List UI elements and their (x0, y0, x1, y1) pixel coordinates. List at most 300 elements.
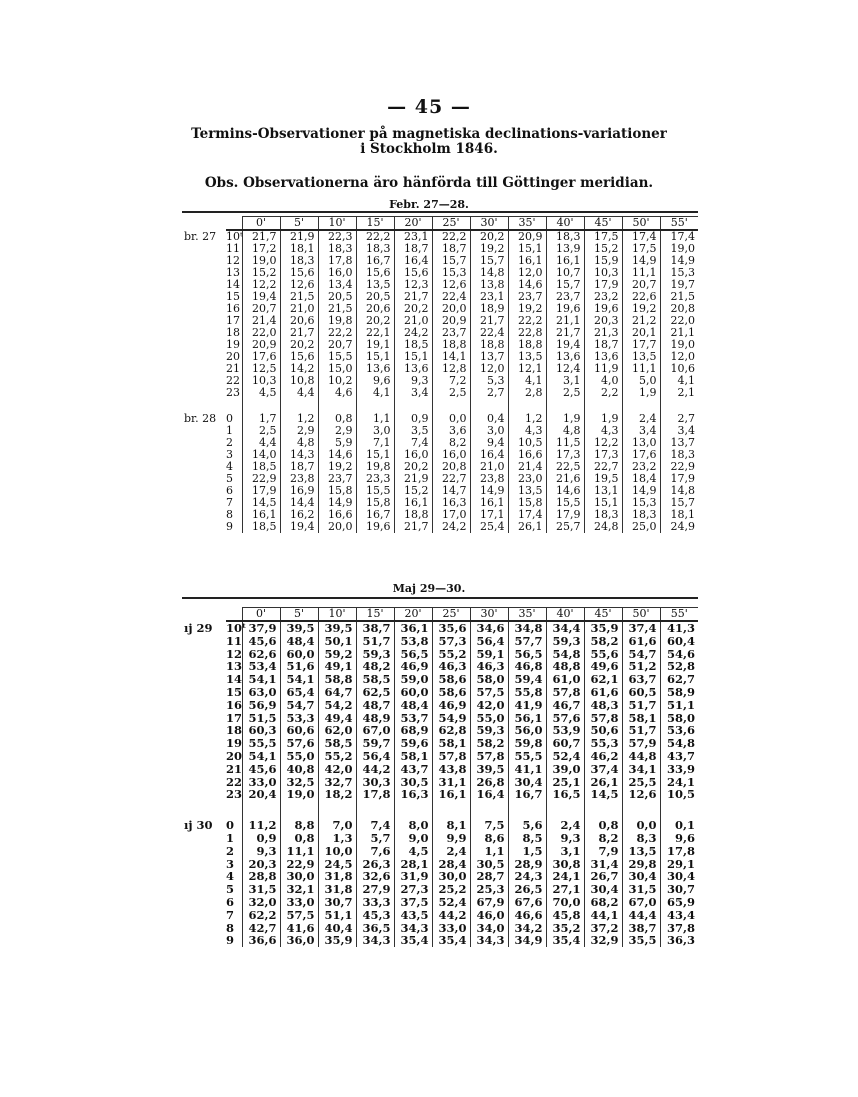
value-cell: 5,7 (356, 832, 394, 845)
value-cell: 20,7 (622, 279, 660, 291)
hour-cell: 21 (226, 362, 240, 375)
value-cell: 35,9 (318, 934, 356, 947)
value-cell: 4,8 (546, 425, 584, 437)
hour-cell: 4 (226, 869, 235, 884)
hour-cell: 2 (226, 436, 233, 449)
value-cell: 15,0 (318, 363, 356, 375)
value-cell: 65,9 (660, 896, 698, 909)
hour-cell: 15 (226, 290, 240, 303)
value-cell: 37,5 (394, 896, 432, 909)
value-cell: 36,1 (394, 621, 432, 635)
value-cell: 15,3 (432, 267, 470, 279)
value-cell: 7,1 (356, 437, 394, 449)
value-cell: 19,2 (318, 461, 356, 473)
column-header: 20' (394, 608, 432, 622)
value-cell: 12,6 (280, 279, 318, 291)
value-cell: 30,8 (546, 858, 584, 871)
value-cell: 38,7 (356, 621, 394, 635)
value-cell: 60,0 (394, 686, 432, 699)
value-cell: 55,2 (318, 750, 356, 763)
value-cell: 1,2 (508, 413, 546, 425)
value-cell: 16,4 (470, 449, 508, 461)
hour-cell: 15 (226, 684, 243, 699)
value-cell: 24,5 (318, 858, 356, 871)
spacer-cell (394, 399, 432, 413)
value-cell: 58,1 (432, 737, 470, 750)
day-label (182, 776, 226, 789)
value-cell: 22,0 (242, 327, 280, 339)
header-blank (182, 608, 226, 622)
value-cell: 22,9 (280, 858, 318, 871)
value-cell: 19,6 (584, 303, 622, 315)
value-cell: 34,3 (470, 934, 508, 947)
value-cell: 7,2 (432, 375, 470, 387)
value-cell: 32,9 (584, 934, 622, 947)
value-cell: 26,5 (508, 883, 546, 896)
value-cell: 56,1 (508, 712, 546, 725)
value-cell: 56,5 (508, 648, 546, 661)
value-cell: 17,3 (584, 449, 622, 461)
hour-cell: 12 (226, 646, 243, 661)
value-cell: 21,5 (660, 291, 698, 303)
value-cell: 8,8 (280, 819, 318, 832)
value-cell: 62,6 (242, 648, 280, 661)
value-cell: 19,0 (242, 255, 280, 267)
value-cell: 48,4 (280, 635, 318, 648)
value-cell: 18,7 (584, 339, 622, 351)
column-header: 35' (508, 217, 546, 231)
value-cell: 56,5 (394, 648, 432, 661)
value-cell: 54,6 (660, 648, 698, 661)
header-row (182, 608, 698, 622)
value-cell: 49,1 (318, 660, 356, 673)
value-cell: 59,2 (318, 648, 356, 661)
value-cell: 23,2 (622, 461, 660, 473)
column-header: 15' (356, 608, 394, 622)
day-label (182, 509, 226, 521)
spacer-cell (356, 801, 394, 819)
value-cell: 8,5 (508, 832, 546, 845)
value-cell: 58,8 (318, 673, 356, 686)
day-label (182, 485, 226, 497)
value-cell: 58,1 (622, 712, 660, 725)
column-header: 0' (242, 608, 280, 622)
value-cell: 20,2 (356, 315, 394, 327)
value-cell: 34,1 (622, 763, 660, 776)
value-cell: 55,2 (432, 648, 470, 661)
value-cell: 10,6 (660, 363, 698, 375)
value-cell: 8,3 (622, 832, 660, 845)
value-cell: 60,7 (546, 737, 584, 750)
value-cell: 53,8 (394, 635, 432, 648)
header-blank (182, 217, 226, 231)
value-cell: 14,0 (242, 449, 280, 461)
value-cell: 13,7 (470, 351, 508, 363)
hour-cell: 14 (226, 278, 240, 291)
column-header: 55' (660, 608, 698, 622)
column-header: 50' (622, 217, 660, 231)
value-cell: 51,1 (318, 909, 356, 922)
value-cell: 22,8 (508, 327, 546, 339)
value-cell: 14,6 (508, 279, 546, 291)
value-cell: 60,4 (660, 635, 698, 648)
group-spacer (182, 801, 698, 819)
value-cell: 0,8 (280, 832, 318, 845)
value-cell: 17,8 (356, 788, 394, 801)
value-cell: 12,6 (432, 279, 470, 291)
hour-cell: 14 (226, 672, 243, 687)
value-cell: 11,1 (622, 363, 660, 375)
value-cell: 38,7 (622, 922, 660, 935)
value-cell: 18,3 (622, 509, 660, 521)
value-cell: 3,1 (546, 845, 584, 858)
value-cell: 25,1 (546, 776, 584, 789)
value-cell: 50,6 (584, 724, 622, 737)
value-cell: 34,9 (508, 934, 546, 947)
value-cell: 37,4 (622, 621, 660, 635)
value-cell: 21,7 (280, 327, 318, 339)
value-cell: 21,5 (318, 303, 356, 315)
day-label (182, 883, 226, 896)
value-cell: 1,2 (280, 413, 318, 425)
value-cell: 19,2 (622, 303, 660, 315)
value-cell: 18,7 (394, 243, 432, 255)
value-cell: 19,0 (660, 243, 698, 255)
day-label (182, 909, 226, 922)
value-cell: 33,0 (432, 922, 470, 935)
value-cell: 9,9 (432, 832, 470, 845)
column-header: 50' (622, 608, 660, 622)
day-label (182, 699, 226, 712)
hour-cell: 8 (226, 508, 233, 521)
column-header: 10' (318, 608, 356, 622)
value-cell: 57,8 (432, 750, 470, 763)
value-cell: 20,6 (356, 303, 394, 315)
value-cell: 14,8 (470, 267, 508, 279)
column-header: 35' (508, 608, 546, 622)
spacer-cell (356, 399, 394, 413)
hour-cell: 16 (226, 697, 243, 712)
value-cell: 33,3 (356, 896, 394, 909)
value-cell: 16,1 (546, 255, 584, 267)
value-cell: 18,9 (470, 303, 508, 315)
value-cell: 20,9 (242, 339, 280, 351)
value-cell: 22,3 (318, 230, 356, 243)
table-row (182, 621, 698, 635)
day-label (182, 279, 226, 291)
value-cell: 57,3 (432, 635, 470, 648)
value-cell: 0,8 (318, 413, 356, 425)
value-cell: 15,6 (356, 267, 394, 279)
column-header: 10' (318, 217, 356, 231)
value-cell: 9,0 (394, 832, 432, 845)
value-cell: 33,0 (280, 896, 318, 909)
value-cell: 14,5 (242, 497, 280, 509)
value-cell: 51,6 (280, 660, 318, 673)
hour-cell: 4 (226, 460, 233, 473)
value-cell: 28,9 (508, 858, 546, 871)
value-cell: 18,1 (660, 509, 698, 521)
value-cell: 24,9 (660, 521, 698, 533)
value-cell: 20,2 (394, 303, 432, 315)
spacer-cell (318, 399, 356, 413)
day-label (182, 461, 226, 473)
value-cell: 39,5 (280, 621, 318, 635)
value-cell: 28,8 (242, 870, 280, 883)
value-cell: 30,0 (432, 870, 470, 883)
value-cell: 16,2 (280, 509, 318, 521)
column-header: 15' (356, 217, 394, 231)
column-header: 25' (432, 608, 470, 622)
value-cell: 57,6 (546, 712, 584, 725)
value-cell: 59,1 (470, 648, 508, 661)
value-cell: 3,0 (470, 425, 508, 437)
value-cell: 48,7 (356, 699, 394, 712)
value-cell: 30,5 (470, 858, 508, 871)
value-cell: 35,2 (546, 922, 584, 935)
value-cell: 15,6 (280, 267, 318, 279)
hour-cell: 19 (226, 338, 240, 351)
value-cell: 54,1 (242, 750, 280, 763)
value-cell: 17,9 (242, 485, 280, 497)
header-row (182, 217, 698, 231)
value-cell: 44,4 (622, 909, 660, 922)
value-cell: 8,6 (470, 832, 508, 845)
value-cell: 12,2 (242, 279, 280, 291)
value-cell: 21,7 (394, 291, 432, 303)
value-cell: 63,7 (622, 673, 660, 686)
value-cell: 9,3 (242, 845, 280, 858)
value-cell: 22,2 (508, 315, 546, 327)
value-cell: 53,4 (242, 660, 280, 673)
group-spacer (182, 399, 698, 413)
value-cell: 17,4 (622, 230, 660, 243)
value-cell: 16,7 (356, 255, 394, 267)
value-cell: 2,9 (280, 425, 318, 437)
value-cell: 17,8 (660, 845, 698, 858)
value-cell: 17,1 (470, 509, 508, 521)
value-cell: 46,3 (432, 660, 470, 673)
value-cell: 30,7 (660, 883, 698, 896)
value-cell: 18,5 (242, 461, 280, 473)
value-cell: 21,0 (470, 461, 508, 473)
day-label: br. 27 (184, 229, 217, 243)
value-cell: 30,4 (660, 870, 698, 883)
value-cell: 33,0 (242, 776, 280, 789)
value-cell: 13,9 (546, 243, 584, 255)
hour-cell: 5 (226, 882, 235, 897)
value-cell: 48,8 (546, 660, 584, 673)
value-cell: 37,4 (584, 763, 622, 776)
value-cell: 41,1 (508, 763, 546, 776)
value-cell: 61,0 (546, 673, 584, 686)
value-cell: 31,8 (318, 883, 356, 896)
value-cell: 2,8 (508, 387, 546, 399)
value-cell: 42,0 (318, 763, 356, 776)
title-line-1: Termins-Observationer på magnetiska declinations-variationer (191, 126, 667, 142)
value-cell: 46,7 (546, 699, 584, 712)
value-cell: 46,9 (394, 660, 432, 673)
value-cell: 37,9 (242, 621, 280, 635)
value-cell: 3,0 (356, 425, 394, 437)
value-cell: 39,5 (470, 763, 508, 776)
value-cell: 67,0 (356, 724, 394, 737)
day-label (182, 449, 226, 461)
value-cell: 21,2 (622, 315, 660, 327)
value-cell: 18,3 (546, 230, 584, 243)
value-cell: 19,8 (356, 461, 394, 473)
spacer-cell (280, 399, 318, 413)
value-cell: 14,1 (432, 351, 470, 363)
day-label (182, 763, 226, 776)
value-cell: 34,3 (356, 934, 394, 947)
spacer-cell (226, 801, 242, 819)
value-cell: 60,5 (622, 686, 660, 699)
value-cell: 19,6 (546, 303, 584, 315)
value-cell: 21,7 (242, 230, 280, 243)
value-cell: 39,5 (318, 621, 356, 635)
hour-cell: 5 (226, 472, 233, 485)
value-cell: 59,8 (508, 737, 546, 750)
value-cell: 2,1 (660, 387, 698, 399)
value-cell: 21,6 (546, 473, 584, 485)
value-cell: 22,4 (432, 291, 470, 303)
value-cell: 11,1 (622, 267, 660, 279)
value-cell: 22,9 (660, 461, 698, 473)
value-cell: 4,3 (584, 425, 622, 437)
day-label (182, 845, 226, 858)
spacer-cell (394, 801, 432, 819)
spacer-cell (470, 399, 508, 413)
value-cell: 15,1 (394, 351, 432, 363)
value-cell: 2,5 (546, 387, 584, 399)
value-cell: 26,1 (508, 521, 546, 533)
value-cell: 21,0 (394, 315, 432, 327)
value-cell: 44,2 (432, 909, 470, 922)
value-cell: 21,0 (280, 303, 318, 315)
value-cell: 12,0 (508, 267, 546, 279)
value-cell: 21,4 (242, 315, 280, 327)
value-cell: 19,2 (470, 243, 508, 255)
value-cell: 23,1 (394, 230, 432, 243)
column-header: 0' (242, 217, 280, 231)
spacer-cell (280, 801, 318, 819)
hour-cell: 18 (226, 326, 240, 339)
value-cell: 19,4 (280, 521, 318, 533)
day-label (182, 375, 226, 387)
day-label (182, 737, 226, 750)
value-cell: 42,0 (470, 699, 508, 712)
value-cell: 30,4 (584, 883, 622, 896)
value-cell: 51,2 (622, 660, 660, 673)
page-title (0, 127, 858, 157)
value-cell: 0,9 (394, 413, 432, 425)
value-cell: 2,2 (584, 387, 622, 399)
value-cell: 19,4 (546, 339, 584, 351)
value-cell: 21,7 (394, 521, 432, 533)
value-cell: 25,0 (622, 521, 660, 533)
value-cell: 16,4 (394, 255, 432, 267)
value-cell: 15,7 (470, 255, 508, 267)
value-cell: 54,1 (242, 673, 280, 686)
hour-cell: 22 (226, 774, 243, 789)
value-cell: 15,6 (280, 351, 318, 363)
value-cell: 67,0 (622, 896, 660, 909)
table-row (182, 635, 698, 648)
value-cell: 68,9 (394, 724, 432, 737)
section-2-rule (182, 597, 698, 599)
value-cell: 20,9 (508, 230, 546, 243)
value-cell: 1,9 (546, 413, 584, 425)
value-cell: 45,6 (242, 763, 280, 776)
value-cell: 36,3 (660, 934, 698, 947)
value-cell: 63,0 (242, 686, 280, 699)
value-cell: 2,5 (242, 425, 280, 437)
value-cell: 17,9 (584, 279, 622, 291)
column-header: 5' (280, 217, 318, 231)
hour-cell: 11 (226, 633, 243, 648)
value-cell: 61,6 (584, 686, 622, 699)
value-cell: 59,3 (356, 648, 394, 661)
value-cell: 23,8 (280, 473, 318, 485)
value-cell: 46,6 (508, 909, 546, 922)
value-cell: 17,3 (546, 449, 584, 461)
value-cell: 29,8 (622, 858, 660, 871)
hour-cell: 18 (226, 723, 243, 738)
day-label (182, 425, 226, 437)
value-cell: 8,2 (432, 437, 470, 449)
value-cell: 1,3 (318, 832, 356, 845)
day-label (182, 473, 226, 485)
value-cell: 19,1 (356, 339, 394, 351)
column-header: 45' (584, 217, 622, 231)
value-cell: 14,4 (280, 497, 318, 509)
value-cell: 48,9 (356, 712, 394, 725)
table-row (182, 763, 698, 776)
value-cell: 49,6 (584, 660, 622, 673)
value-cell: 37,8 (660, 922, 698, 935)
value-cell: 44,1 (584, 909, 622, 922)
section-1-table (182, 216, 698, 533)
value-cell: 20,4 (242, 788, 280, 801)
value-cell: 14,5 (584, 788, 622, 801)
value-cell: 10,3 (584, 267, 622, 279)
value-cell: 20,5 (318, 291, 356, 303)
value-cell: 3,4 (394, 387, 432, 399)
value-cell: 10,8 (280, 375, 318, 387)
value-cell: 9,6 (356, 375, 394, 387)
hour-cell: 22 (226, 374, 240, 387)
value-cell: 10,0 (318, 845, 356, 858)
value-cell: 16,1 (508, 255, 546, 267)
value-cell: 14,9 (470, 485, 508, 497)
value-cell: 0,0 (432, 413, 470, 425)
value-cell: 36,0 (280, 934, 318, 947)
value-cell: 51,7 (622, 699, 660, 712)
hour-cell: 1 (226, 424, 233, 437)
value-cell: 4,5 (242, 387, 280, 399)
value-cell: 65,4 (280, 686, 318, 699)
value-cell: 59,7 (356, 737, 394, 750)
value-cell: 67,6 (508, 896, 546, 909)
value-cell: 56,0 (508, 724, 546, 737)
hour-cell: 11 (226, 242, 240, 255)
value-cell: 62,5 (356, 686, 394, 699)
day-label (182, 437, 226, 449)
value-cell: 36,6 (242, 934, 280, 947)
value-cell: 1,1 (356, 413, 394, 425)
value-cell: 27,3 (394, 883, 432, 896)
